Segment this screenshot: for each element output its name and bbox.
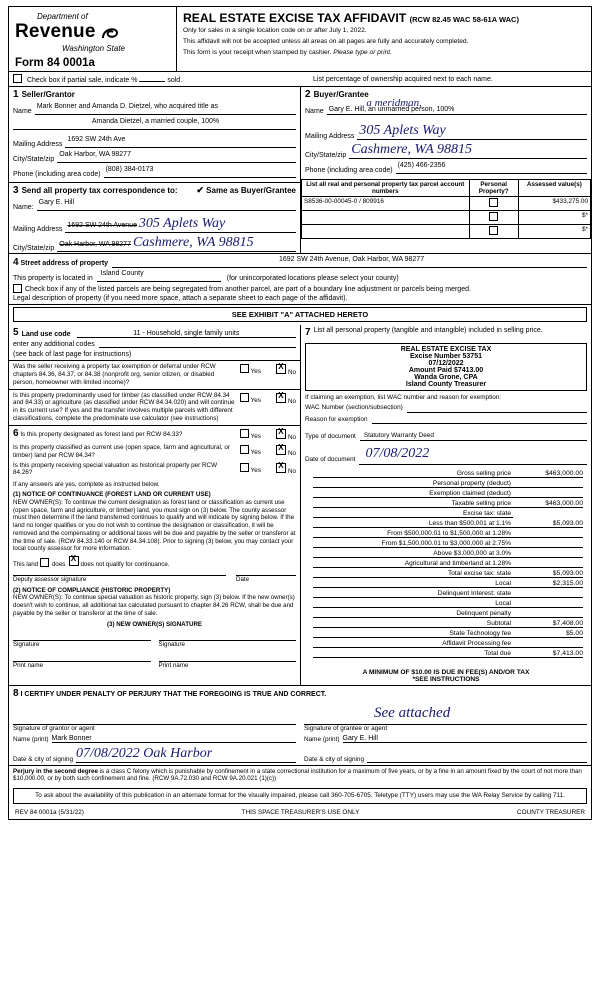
signature-label-1: Signature xyxy=(13,641,40,649)
personal-col-header: Personal Property? xyxy=(469,180,518,197)
seller-section-number: 1 xyxy=(13,89,19,100)
land-does-label: does xyxy=(51,561,66,569)
print-name-label-2: Print name xyxy=(158,662,189,670)
exemption-reason-input[interactable] xyxy=(372,423,587,424)
buyer-section xyxy=(301,87,591,253)
perjury-text: is a class C felony which is punishable by confinement in a state correctional institution for a maximum of five years, or by a fine in an amount fixed by the court of not more than $10,000.00, or by both such confinement and fine. (RCW 9A.72.030 and RCW 9A.20.021 (1)(c)) xyxy=(13,767,582,783)
tax-value-1[interactable] xyxy=(513,480,583,488)
buyer-phone-input[interactable]: (425) 466-2356 xyxy=(396,162,587,174)
tax-label-4: Excise tax: state xyxy=(313,510,513,518)
partial-sale-label: Check box if partial sale, indicate % xyxy=(26,77,138,84)
section6-number: 6 xyxy=(13,428,19,440)
yes-label: Yes xyxy=(250,396,261,404)
additional-codes-label: enter any additional codes xyxy=(13,341,95,348)
tax-label-13: Local xyxy=(313,600,513,608)
print-name-label-1: Print name xyxy=(13,662,43,670)
property-address-section xyxy=(9,254,591,305)
correspondence-mailing-label: Mailing Address xyxy=(13,226,63,233)
street-address-label: Street address of property xyxy=(20,260,109,267)
no-label: No xyxy=(287,369,296,376)
this-land-label: This land xyxy=(13,561,39,569)
parcel-table xyxy=(301,179,591,239)
tax-value-7[interactable] xyxy=(513,540,583,548)
buyer-phone-label: Phone (including area code) xyxy=(305,167,393,174)
buyer-name-label: Name xyxy=(305,108,324,115)
right-column xyxy=(301,325,591,685)
personal-property-label: List all personal property (tangible and intangible) included in selling price. xyxy=(313,327,543,334)
correspondence-name-input[interactable]: Gary E. Hill xyxy=(37,199,296,211)
assessor-signature-label: Deputy assessor signature xyxy=(13,575,87,583)
grantee-date-city-input[interactable] xyxy=(367,755,587,763)
certification-title: I CERTIFY UNDER PENALTY OF PERJURY THAT THE FOREGOING IS TRUE AND CORRECT. xyxy=(20,690,327,698)
seller-phone-input[interactable]: (808) 384-0173 xyxy=(104,166,296,178)
tax-label-14: Delinquent penalty xyxy=(313,610,513,618)
ownership-note: List percentage of ownership acquired next to each name. xyxy=(313,75,493,83)
land-does-not-label: does not qualify for continuance. xyxy=(80,561,170,569)
grantor-date-city-label: Date & city of signing xyxy=(13,755,74,763)
tax-label-16: State Technology fee xyxy=(313,630,513,638)
buyer-name-hand: a meridman, xyxy=(366,97,422,109)
grantee-print-input[interactable]: Gary E. Hill xyxy=(343,735,587,743)
no-label: No xyxy=(287,434,296,442)
buyer-section-title: Buyer/Grantee xyxy=(313,90,369,99)
additional-codes-input[interactable] xyxy=(99,347,296,348)
header-note-1: Only for sales in a single location code on or after July 1, 2022. xyxy=(183,27,367,34)
tax-label-11: Local xyxy=(313,580,513,588)
buyer-citystate-input[interactable]: Cashmere, WA 98815 xyxy=(349,142,587,159)
header-note-2: This affidavit will not be accepted unless all areas on all pages are fully and accurately completed. xyxy=(183,37,469,45)
form-footer xyxy=(9,807,591,819)
document-date-input[interactable]: 07/08/2022 xyxy=(359,445,587,464)
no-label: No xyxy=(287,449,296,457)
tax-value-8[interactable] xyxy=(513,550,583,558)
segregation-note: Check box if any of the listed parcels are being segregated from another parcel, are part of a boundary line adjustment or parcels being merged. xyxy=(25,286,471,293)
forest-no-checkbox[interactable] xyxy=(276,429,286,439)
same-as-buyer-label: Same as Buyer/Grantee xyxy=(206,186,296,195)
table-row xyxy=(302,197,591,211)
tax-label-10: Total excise tax: state xyxy=(313,570,513,578)
partial-sale-sold: sold. xyxy=(167,77,183,84)
tax-calculation-table xyxy=(301,465,591,659)
q1-yes-checkbox[interactable] xyxy=(240,364,249,373)
exemption-question-row xyxy=(9,361,300,390)
stamp-line-3: 07/12/2022 xyxy=(428,360,464,367)
assessor-date-label: Date xyxy=(236,575,250,583)
buyer-name-input[interactable] xyxy=(327,97,587,115)
historic-no-checkbox[interactable] xyxy=(276,463,286,473)
stamp-line-2: Excise Number 53751 xyxy=(410,353,482,360)
tax-label-5: Less than $500,001 at 1.1% xyxy=(313,520,513,528)
tax-value-18[interactable]: $7,413.00 xyxy=(513,650,583,658)
county-note: (for unincorporated locations please select your county) xyxy=(226,275,399,282)
currentuse-no-checkbox[interactable] xyxy=(276,445,286,455)
timber-question-text: Is this property predominantly used for timber (as classified under RCW 84.34 and 84.33) or agriculture (as classified under RCW 84.34.020) and will continue in its current use? If yes and the transfer involves multiple parcels with different classifications, complete the predominate use calculator (see instructions) xyxy=(13,391,235,423)
legal-description-value[interactable]: SEE EXHIBIT "A" ATTACHED HERETO xyxy=(13,307,587,322)
parties-row xyxy=(9,87,591,254)
tax-label-18: Total due xyxy=(313,650,513,658)
wac-number-label: WAC Number (section/subsection) xyxy=(305,404,403,412)
currentuse-yes-checkbox[interactable] xyxy=(240,445,249,454)
title-reference: (RCW 82.45 WAC 58-61A WAC) xyxy=(409,15,519,24)
correspondence-mailing-struck: 1692 SW 24th Avenue xyxy=(67,222,137,229)
document-type-input[interactable]: Statutory Warranty Deed xyxy=(360,432,587,441)
personal-property-checkbox[interactable] xyxy=(489,226,498,235)
seller-citystate-input[interactable]: Oak Harbor, WA 98277 xyxy=(57,151,296,163)
form-title-block xyxy=(177,7,591,71)
seller-name-label: Name xyxy=(13,108,32,115)
header-note-3: This form is your receipt when stamped by cashier. xyxy=(183,48,332,56)
table-row xyxy=(302,225,591,239)
q2-no-checkbox[interactable] xyxy=(276,393,286,403)
tax-value-6[interactable] xyxy=(513,530,583,538)
yes-label: Yes xyxy=(250,466,261,474)
grantee-print-label: Name (print) xyxy=(304,735,340,743)
same-as-buyer-checkmark[interactable]: ✔ xyxy=(196,185,204,195)
revenue-label: Revenue xyxy=(15,21,96,42)
seller-phone-label: Phone (including area code) xyxy=(13,171,101,178)
forest-land-question: Is this property designated as forest land per RCW 84.33? xyxy=(20,431,183,439)
perjury-bold: Perjury in the second degree xyxy=(13,767,98,775)
q1-no-checkbox[interactable] xyxy=(276,364,286,374)
tax-label-15: Subtotal xyxy=(313,620,513,628)
buyer-section-number: 2 xyxy=(305,89,311,100)
yes-label: Yes xyxy=(250,448,261,456)
tax-value-4 xyxy=(513,510,583,518)
seller-name-line2[interactable]: Amanda Dietzel, a married couple, 100% xyxy=(13,118,296,130)
grantor-signature-line[interactable] xyxy=(13,711,296,725)
form-body xyxy=(8,6,592,820)
tax-label-0: Gross selling price xyxy=(313,470,513,478)
correspondence-citystate-label: City/State/zip xyxy=(13,245,55,252)
forest-yes-checkbox[interactable] xyxy=(240,429,249,438)
current-use-question-text: Is this property classified as current use (open space, farm and agricultural, or timber) land per RCW 84.34? xyxy=(13,443,230,459)
tax-label-6: From $500,000.01 to $1,500,000 at 1.28% xyxy=(313,530,513,538)
grantee-signature-hand: See attached xyxy=(374,704,451,721)
tax-value-5[interactable]: $5,093.00 xyxy=(513,520,583,528)
tax-value-13[interactable] xyxy=(513,600,583,608)
treasurer-stamp xyxy=(305,343,587,391)
buyer-mailing-label: Mailing Address xyxy=(305,133,355,140)
parcel-number-cell[interactable] xyxy=(302,211,470,225)
correspondence-citystate-input[interactable] xyxy=(57,235,296,252)
historic-yes-checkbox[interactable] xyxy=(240,463,249,472)
stamp-line-4: Amount Paid $7413.00 xyxy=(408,367,484,374)
availability-note: To ask about the availability of this publication in an alternate format for the visually impaired, please call 360-705-6705. Teletype (TTY) users may use the WA Relay Service by calling 711. xyxy=(13,788,587,804)
correspondence-mailing-input[interactable] xyxy=(65,216,296,233)
tax-label-7: From $1,500,000.01 to $3,000,000 at 2.75% xyxy=(313,540,513,548)
exemption-reason-label: Reason for exemption xyxy=(305,415,368,423)
q2-yes-checkbox[interactable] xyxy=(240,393,249,402)
historic-question-text: Is this property receiving special valuation as historical property per RCW 84.26? xyxy=(13,461,218,477)
minimum-fee-note: A MINIMUM OF $10.00 IS DUE IN FEE(S) AND/OR TAX xyxy=(362,668,530,676)
left-column xyxy=(9,325,301,685)
parcel-number-cell[interactable] xyxy=(302,225,470,239)
tax-value-9[interactable] xyxy=(513,560,583,568)
seller-citystate-label: City/State/zip xyxy=(13,156,55,163)
section6-block xyxy=(9,426,300,444)
tax-value-17[interactable] xyxy=(513,640,583,648)
land-does-checkbox[interactable] xyxy=(40,558,49,567)
personal-property-checkbox[interactable] xyxy=(489,198,498,207)
buyer-name-printed: Gary E. Hill, an unmarried person, 100% xyxy=(328,106,455,113)
grantee-signature-line[interactable] xyxy=(304,704,587,725)
certification-section xyxy=(9,685,591,765)
seller-name-input[interactable]: Mark Bonner and Amanda D. Dietzel, who acquired title as xyxy=(35,103,296,115)
tax-value-12[interactable] xyxy=(513,590,583,598)
notice-continuance-body: NEW OWNER(S): To continue the current designation as forest land or classification as current use (open space, farm and agriculture, or timber) land, you must sign on (3) below. The county assessor must then determine if the land transferred continues to qualify and will indicate by signing below. If the land no longer qualifies or you do not wish to continue the designation or classification, it will be removed and the compensating or additional taxes will be due and payable by the seller or transferor at the time of sale. (RCW 84.33.140 or RCW 84.34.108). Prior to signing (3) below, you may contact your local county assessor for more information. xyxy=(13,498,296,553)
notice-continuance-title: (1) NOTICE OF CONTINUANCE (FOREST LAND OR CURRENT USE) xyxy=(13,491,211,499)
page-title: REAL ESTATE EXCISE TAX AFFIDAVIT xyxy=(183,11,407,25)
tax-label-2: Exemption claimed (deduct) xyxy=(313,490,513,498)
correspondence-name-label: Name: xyxy=(13,204,34,211)
department-label: Department of xyxy=(37,12,88,21)
affidavit-page xyxy=(0,6,600,994)
tax-label-12: Delinquent Interest: state xyxy=(313,590,513,598)
table-row xyxy=(302,211,591,225)
signature-label-2: Signature xyxy=(158,641,185,649)
document-date-label: Date of document xyxy=(305,456,356,464)
timber-question-row xyxy=(9,390,300,426)
correspondence-citystate-hand: Cashmere, WA 98815 xyxy=(132,235,254,250)
exemption-instruction: If claiming an exemption, list WAC number and reason for exemption: xyxy=(305,394,502,401)
correspondence-section-number: 3 xyxy=(13,185,19,196)
footer-right: COUNTY TREASURER xyxy=(517,809,585,817)
land-use-label: Land use code xyxy=(21,331,71,338)
wac-number-input[interactable] xyxy=(407,412,587,413)
stamp-line-5: Wanda Grone, CPA xyxy=(414,374,478,381)
yes-label: Yes xyxy=(250,433,261,441)
grantor-print-label: Name (print) xyxy=(13,735,49,743)
tax-value-11[interactable]: $2,315.00 xyxy=(513,580,583,588)
parcel-col-header: List all real and personal property tax parcel account numbers xyxy=(302,180,470,197)
tax-value-16[interactable]: $5.00 xyxy=(513,630,583,638)
yes-label: Yes xyxy=(250,368,261,375)
form-header xyxy=(9,7,591,72)
section4-number: 4 xyxy=(13,257,19,268)
tax-value-14[interactable] xyxy=(513,610,583,618)
grantee-date-city-label: Date & city of signing xyxy=(304,755,365,763)
land-does-not-checkbox[interactable] xyxy=(69,556,79,566)
footer-center: THIS SPACE TREASURER'S USE ONLY xyxy=(241,809,360,817)
stamp-line-1: REAL ESTATE EXCISE TAX xyxy=(400,346,492,353)
tax-value-3[interactable]: $463,000.00 xyxy=(513,500,583,508)
no-label: No xyxy=(287,397,296,405)
perjury-note xyxy=(9,765,591,786)
buyer-mailing-input[interactable]: 305 Aplets Way xyxy=(357,123,587,140)
revenue-wordmark xyxy=(15,21,172,43)
tax-label-9: Agricultural and timberland at 1.28% xyxy=(313,560,513,568)
grantee-signature-label: Signature of grantee or agent xyxy=(304,724,388,732)
header-note-3-italic: Please type or print. xyxy=(333,48,392,56)
document-type-label: Type of document xyxy=(305,432,356,440)
segregation-checkbox[interactable] xyxy=(13,284,22,293)
swirl-logo-icon xyxy=(100,22,120,42)
tax-label-17: Affidavit Processing fee xyxy=(313,640,513,648)
assessed-value-cell[interactable]: $* xyxy=(518,211,590,225)
tax-label-8: Above $3,000,000 at 3.0% xyxy=(313,550,513,558)
buyer-citystate-label: City/State/zip xyxy=(305,152,347,159)
agency-logo-block xyxy=(9,7,177,71)
land-use-input[interactable]: 11 - Household, single family units xyxy=(77,330,296,338)
seller-section xyxy=(9,87,301,253)
section5-number: 5 xyxy=(13,327,19,338)
footer-rev: REV 84 0001a (5/31/22) xyxy=(15,809,84,817)
stamp-line-6: Island County Treasurer xyxy=(405,381,487,388)
lower-row xyxy=(9,325,591,685)
new-owner-signature-title: (3) NEW OWNER(S) SIGNATURE xyxy=(106,620,203,628)
partial-sale-checkbox[interactable] xyxy=(13,74,22,83)
see-back-note: (see back of last page for instructions) xyxy=(13,351,132,358)
assessed-value-cell[interactable]: $* xyxy=(518,225,590,239)
tax-value-10[interactable]: $5,093.00 xyxy=(513,570,583,578)
exemption-question-text: Was the seller receiving a property tax exemption or deferral under RCW chapters 84.36, 84.37, or 84.38 (nonprofit org, senior citizen, or disabled person, homeowner with limited income)? xyxy=(13,363,216,386)
land-use-section xyxy=(9,325,300,361)
historic-question-row xyxy=(9,462,300,480)
grantor-signature-label: Signature of grantor or agent xyxy=(13,724,95,732)
tax-label-3: Taxable selling price xyxy=(313,500,513,508)
seller-mailing-input[interactable]: 1692 SW 24th Ave xyxy=(65,136,296,148)
correspondence-citystate-struck: Oak Harbor, WA 98277 xyxy=(59,241,131,248)
current-use-question-row xyxy=(9,444,300,462)
notice-compliance-body: NEW OWNER(S): To continue special valuation as historic property, sign (3) below. If the new owner(s) doesn't wish to continue, all additional tax calculated pursuant to chapter 84.26 RCW, shall be due and payable by the seller or transferor at the time of sale. xyxy=(13,594,295,617)
notice-compliance-title: (2) NOTICE OF COMPLIANCE (HISTORIC PROPERTY) xyxy=(13,586,171,594)
correspondence-mailing-hand: 305 Aplets Way xyxy=(138,216,226,231)
assessed-col-header: Assessed value(s) xyxy=(518,180,590,197)
tax-label-1: Personal property (deduct) xyxy=(313,480,513,488)
no-label: No xyxy=(287,467,296,475)
grantor-date-city-input[interactable]: 07/08/2022 Oak Harbor xyxy=(76,746,296,763)
tax-value-2[interactable] xyxy=(513,490,583,498)
section7-number: 7 xyxy=(305,327,311,338)
partial-sale-row xyxy=(9,72,591,87)
parcel-number-cell[interactable]: S8536-00-00045-0 / 809916 xyxy=(302,197,470,211)
section8-number: 8 xyxy=(13,687,19,699)
answers-note: If any answers are yes, complete as instructed below. xyxy=(13,481,160,489)
county-input[interactable]: Island County xyxy=(97,270,221,282)
see-instructions-note: *SEE INSTRUCTIONS xyxy=(412,675,480,683)
correspondence-section-title: Send all property tax correspondence to: xyxy=(21,186,178,195)
grantor-print-input[interactable]: Mark Bonner xyxy=(52,735,296,743)
assessed-value-cell[interactable]: $433,275.00 xyxy=(518,197,590,211)
form-number: Form 84 0001a xyxy=(15,57,95,69)
street-address-input[interactable]: 1692 SW 24th Avenue, Oak Harbor, WA 98277 xyxy=(112,256,587,268)
partial-sale-percent[interactable] xyxy=(139,81,165,82)
tax-value-0[interactable]: $463,000.00 xyxy=(513,470,583,478)
state-label: Washington State xyxy=(61,44,125,53)
personal-property-checkbox[interactable] xyxy=(489,212,498,221)
seller-section-title: Seller/Grantor xyxy=(21,90,75,99)
tax-value-15[interactable]: $7,408.00 xyxy=(513,620,583,628)
legal-description-label: Legal description of property (if you need more space, attach a separate sheet to each page of the affidavit). xyxy=(13,295,348,302)
seller-mailing-label: Mailing Address xyxy=(13,141,63,148)
located-in-label: This property is located in xyxy=(13,275,93,282)
